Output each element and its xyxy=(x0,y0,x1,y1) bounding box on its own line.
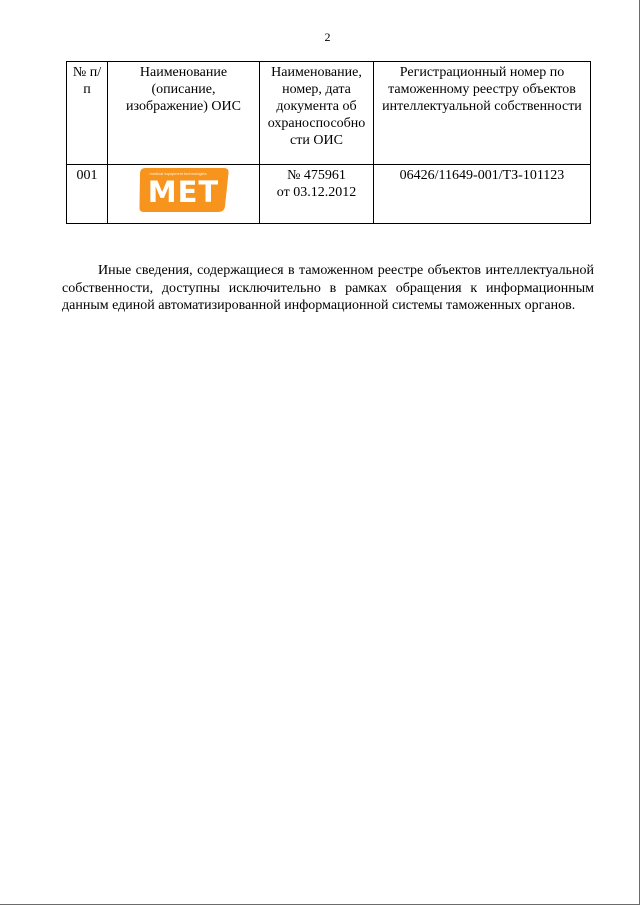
header-registry: Регистрационный номер по таможенному реестру объектов интеллектуальной собственности xyxy=(374,62,591,165)
met-logo-tagline: medical equipment technologies xyxy=(149,171,207,176)
cell-document xyxy=(260,165,374,224)
page-number: 2 xyxy=(324,30,331,44)
cell-num: 001 xyxy=(67,165,108,224)
met-logo-word: MET xyxy=(147,175,220,209)
info-paragraph: Иные сведения, содержащиеся в таможенном реестре объектов интеллектуальной собственности, доступны исключительно в рамках обращения к информационным данным единой автоматизированной информационной системы таможенных органов. xyxy=(62,263,594,313)
ois-table xyxy=(66,61,591,224)
document-number: № 475961 xyxy=(287,168,346,183)
met-logo xyxy=(138,167,230,213)
header-num: № п/п xyxy=(67,62,108,165)
header-document: Наименование, номер, дата документа об охраноспособно сти ОИС xyxy=(260,62,374,165)
cell-logo xyxy=(108,165,260,224)
table-row xyxy=(67,165,591,224)
table-header-row xyxy=(67,62,591,165)
cell-registry-number: 06426/11649-001/ТЗ-101123 xyxy=(374,165,591,224)
header-name: Наименование (описание, изображение) ОИС xyxy=(108,62,260,165)
document-date: от 03.12.2012 xyxy=(276,185,357,200)
